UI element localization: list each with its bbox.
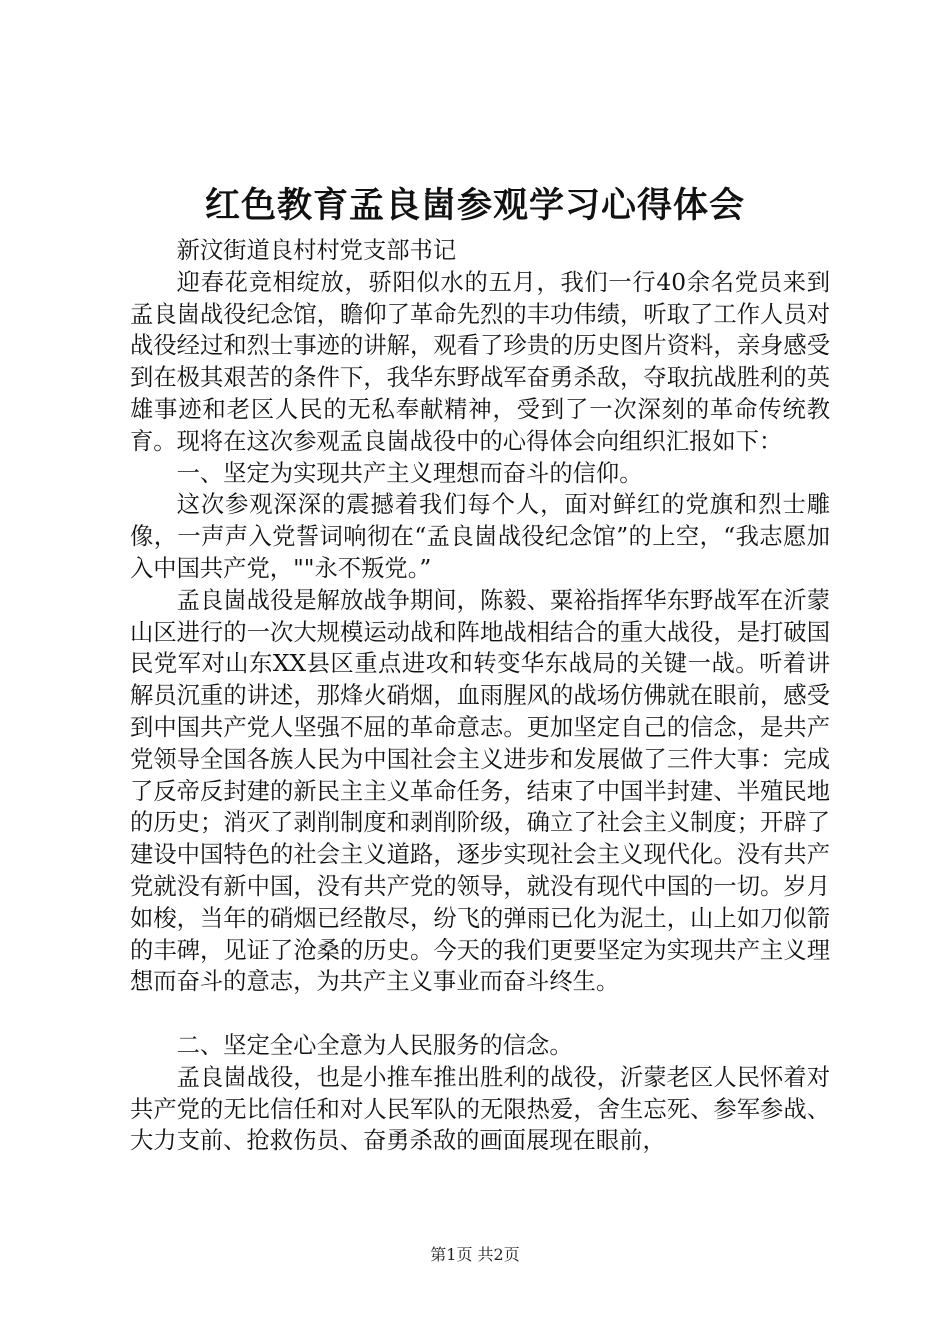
document-title: 红色教育孟良崮参观学习心得体会 <box>204 186 745 226</box>
paragraph-oath: 这次参观深深的震撼着我们每个人，面对鲜红的党旗和烈士雕像，一声声入党誓词响彻在“孟良崮战役纪念馆”的上空，“我志愿加入中国共产党，""永不叛党。” <box>130 491 830 582</box>
paragraph-battle: 孟良崮战役是解放战争期间，陈毅、粟裕指挥华东野战军在沂蒙山区进行的一次大规模运动战和阵地战相结合的重大战役，是打破国民党军对山东XX县区重点进攻和转变华东战局的关键一战。听着讲解员沉重的讲述，那烽火硝烟，血雨腥风的战场仿佛就在眼前，感受到中国共产党人坚强不屈的革命意志。更加坚定自己的信念，是共产党领导全国各族人民为中国社会主义进步和发展做了三件大事：完成了反帝反封建的新民主主义革命任务，结束了中国半封建、半殖民地的历史；消灭了剥削制度和剥削阶级，确立了社会主义制度；开辟了建设中国特色的社会主义道路，逐步实现社会主义现代化。没有共产党就没有新中国，没有共产党的领导，就没有现代中国的一切。岁月如梭，当年的硝烟已经散尽，纷飞的弹雨已化为泥土，山上如刀似箭的丰碑，见证了沧桑的历史。今天的我们更要坚定为实现共产主义理想而奋斗的意志，为共产主义事业而奋斗终生。 <box>130 586 830 996</box>
author-line: 新汶街道良村村党支部书记 <box>176 237 457 264</box>
section-heading-1: 一、坚定为实现共产主义理想而奋斗的信仰。 <box>176 459 643 487</box>
paragraph-people: 孟良崮战役，也是小推车推出胜利的战役，沂蒙老区人民怀着对共产党的无比信任和对人民军队的无限热爱，舍生忘死、参军参战、大力支前、抢救伤员、奋勇杀敌的画面展现在眼前， <box>130 1063 830 1155</box>
section-heading-2: 二、坚定全心全意为人民服务的信念。 <box>176 1031 573 1059</box>
paragraph-intro: 迎春花竞相绽放，骄阳似水的五月，我们一行40余名党员来到孟良崮战役纪念馆，瞻仰了革命先烈的丰功伟绩，听取了工作人员对战役经过和烈士事迹的讲解，观看了珍贵的历史图片资料，亲身感受到在极其艰苦的条件下，我华东野战军奋勇杀敌，夺取抗战胜利的英雄事迹和老区人民的无私奉献精神，受到了一次深刻的革命传统教育。现将在这次参观孟良崮战役中的心得体会向组织汇报如下： <box>130 268 830 455</box>
page-footer: 第1页 共2页 <box>430 1245 520 1264</box>
document-body <box>130 235 830 1157</box>
